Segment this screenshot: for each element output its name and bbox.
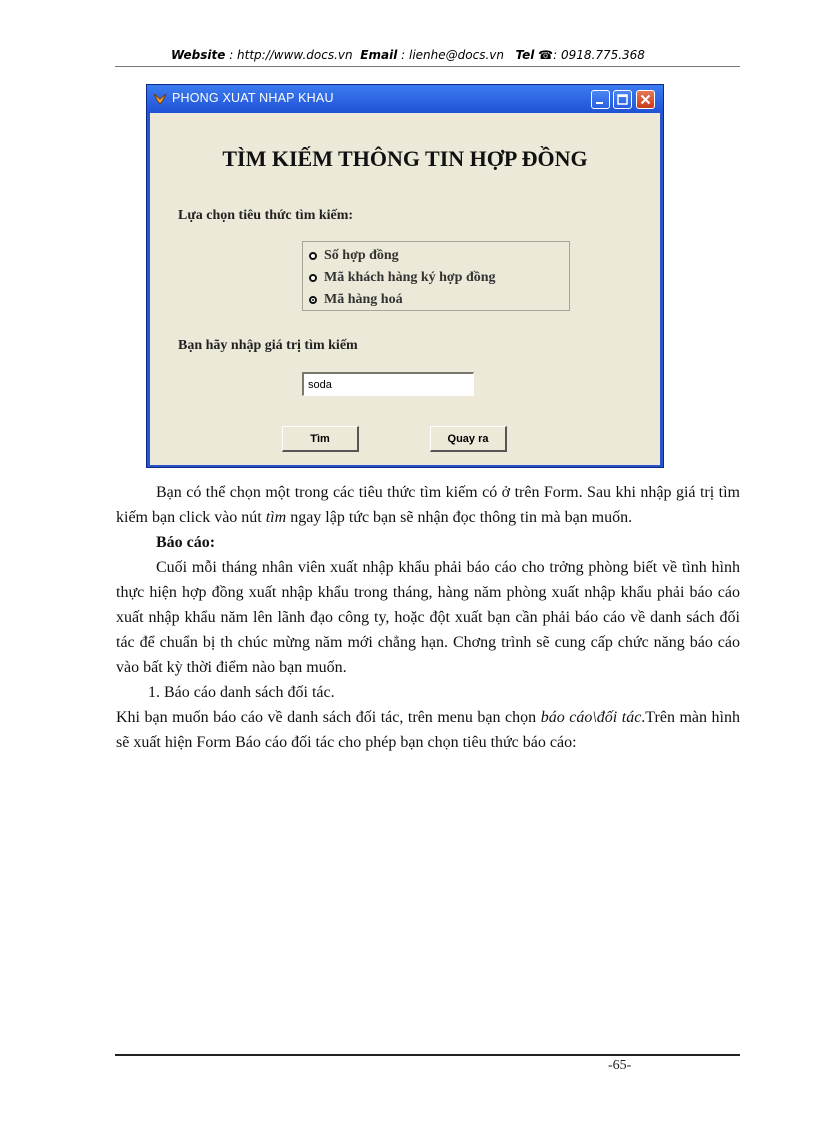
find-button[interactable]: Tìm bbox=[282, 426, 359, 452]
phone-icon: ☎ bbox=[538, 48, 554, 62]
tel-value: : 0918.775.368 bbox=[553, 48, 645, 62]
list-item: 1. Báo cáo danh sách đối tác. bbox=[148, 684, 335, 701]
minimize-icon bbox=[592, 91, 609, 108]
tel-label: Tel bbox=[515, 48, 535, 62]
dialog-body bbox=[150, 113, 660, 465]
radio-contract-number[interactable] bbox=[309, 246, 399, 266]
criteria-radio-group bbox=[302, 241, 570, 311]
website-value: : http://www.docs.vn bbox=[229, 48, 353, 62]
search-input[interactable] bbox=[302, 372, 474, 396]
window-title: PHONG XUAT NHAP KHAU bbox=[172, 91, 334, 105]
radio-button-selected[interactable] bbox=[309, 296, 317, 304]
paragraph bbox=[116, 705, 740, 755]
paragraph-text: Khi bạn muốn báo cáo về danh sách đối tác, trên menu bạn chọn bbox=[116, 709, 541, 726]
close-button[interactable] bbox=[636, 90, 655, 109]
footer-divider bbox=[115, 1054, 740, 1056]
radio-product-code[interactable] bbox=[309, 290, 403, 310]
quit-button[interactable]: Quay ra bbox=[430, 426, 507, 452]
radio-button[interactable] bbox=[309, 274, 317, 282]
header-divider bbox=[115, 66, 740, 67]
radio-button[interactable] bbox=[309, 252, 317, 260]
paragraph-text: .Trên màn hình sẽ xuất hiện Form Báo cáo đối tác cho phép bạn chọn tiêu thức báo cáo: bbox=[116, 709, 740, 751]
search-value-label: Bạn hãy nhập giá trị tìm kiếm bbox=[178, 338, 358, 353]
email-label: Email bbox=[360, 48, 398, 62]
emphasis-text: báo cáo\đối tác bbox=[540, 709, 642, 726]
paragraph: Cuối mỗi tháng nhân viên xuất nhập khẩu phải báo cáo cho trởng phòng biết về tình hình thực hiện hợp đồng xuất nhập khẩu trong tháng, hàng năm phòng xuất nhập khẩu phải báo cáo xuất nhập khẩu năm lên lãnh đạo công ty, hoặc đột xuất bạn cần phải báo cáo về danh sách đối tác để chuẩn bị th chúc mừng năm mới chẳng hạn. Chơng trình sẽ cung cấp chức năng báo cáo vào bất kỳ thời điểm nào bạn muốn. bbox=[116, 559, 740, 676]
paragraph bbox=[116, 480, 740, 530]
radio-label: Mã hàng hoá bbox=[324, 292, 403, 307]
paragraph-text: Bạn có thể chọn một trong các tiêu thức tìm kiếm có ở trên Form. Sau khi nhập giá trị tìm kiếm bạn click vào nút bbox=[116, 484, 740, 526]
radio-label: Số hợp đồng bbox=[324, 248, 399, 263]
paragraph-text: ngay lập tức bạn sẽ nhận đọc thông tin mà bạn muốn. bbox=[286, 509, 633, 526]
criteria-label: Lựa chọn tiêu thức tìm kiếm: bbox=[178, 208, 354, 223]
document-body bbox=[116, 480, 740, 755]
page-number: -65- bbox=[608, 1058, 632, 1073]
section-heading: Báo cáo: bbox=[156, 534, 216, 551]
dialog-window bbox=[146, 84, 664, 468]
emphasis-text: tìm bbox=[265, 509, 287, 526]
radio-customer-code[interactable] bbox=[309, 268, 496, 288]
minimize-button[interactable] bbox=[591, 90, 610, 109]
maximize-button[interactable] bbox=[613, 90, 632, 109]
email-value: : lienhe@docs.vn bbox=[401, 48, 504, 62]
title-bar[interactable] bbox=[147, 85, 663, 113]
app-icon bbox=[153, 92, 167, 106]
website-label: Website bbox=[171, 48, 226, 62]
page-header bbox=[0, 48, 816, 62]
maximize-icon bbox=[614, 91, 631, 108]
radio-label: Mã khách hàng ký hợp đồng bbox=[324, 270, 496, 285]
dialog-heading: TÌM KIẾM THÔNG TIN HỢP ĐỒNG bbox=[222, 146, 588, 171]
close-icon bbox=[637, 91, 654, 108]
